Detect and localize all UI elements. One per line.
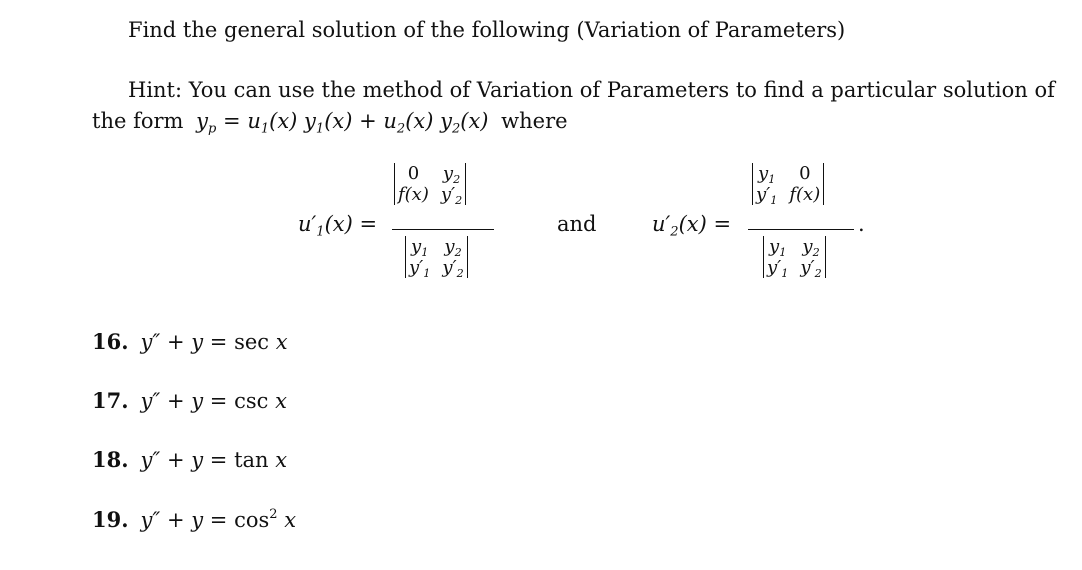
- problem-17: 17. y″ + y = csc x: [92, 388, 287, 413]
- problem-16: 16. y″ + y = sec x: [92, 329, 288, 354]
- and-text: and: [557, 212, 597, 236]
- hint-line-1: Hint: You can use the method of Variation of Parameters to find a particular solution of: [128, 78, 1055, 102]
- u1-fraction-bar: [392, 229, 494, 230]
- hint-the-form: the form: [92, 109, 184, 133]
- hint-line-2: [92, 109, 568, 137]
- particular-solution-formula: $y_p = u_1(x) y_1(x) + u_2(x)$ $y_2(x)$: [196, 109, 489, 137]
- u2-denominator-determinant: $y_1$ $y_2$ $y'_1$ $y'_2$: [763, 236, 826, 278]
- u2-prime-label: $u'_2(x)$ =: [652, 212, 732, 240]
- problem-18: 18. y″ + y = tan x: [92, 447, 288, 472]
- u1-numerator-determinant: 0 $y_2$ f(x) $y'_2$: [394, 163, 466, 205]
- u2-fraction-bar: [748, 229, 854, 230]
- page-title: Find the general solution of the following (Variation of Parameters): [128, 18, 846, 42]
- u1-denominator-determinant: $y_1$ $y_2$ $y'_1$ $y'_2$: [405, 236, 468, 278]
- problem-19: 19. $y'' + y = \cos^2 x$: [92, 506, 297, 532]
- u1-prime-label: $u'_1(x)$ =: [298, 212, 378, 240]
- hint-where: where: [501, 109, 568, 133]
- formula-period: .: [858, 212, 865, 236]
- u2-numerator-determinant: $y_1$ 0 $y'_1$ f(x): [752, 163, 824, 205]
